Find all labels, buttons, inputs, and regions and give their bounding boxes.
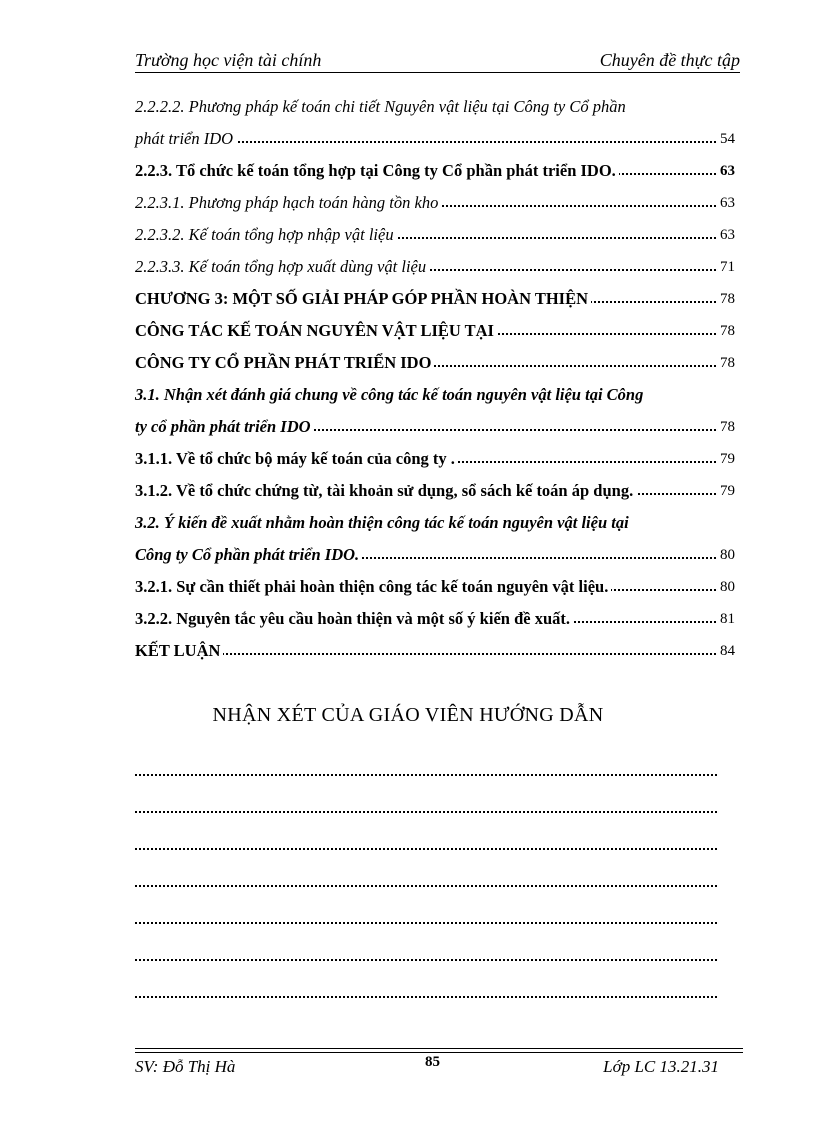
toc-page-number: 78 (718, 288, 735, 310)
review-section-title: NHẬN XÉT CỦA GIÁO VIÊN HƯỚNG DẪN (212, 704, 604, 726)
page-footer (135, 1048, 743, 1078)
toc-entry (135, 568, 735, 598)
toc-entry (135, 472, 735, 502)
toc-entry-text: 2.2.3.2. Kế toán tổng hợp nhập vật liệu (135, 224, 397, 246)
blank-comment-line (135, 994, 717, 998)
toc-entry-text: 3.1.1. Về tổ chức bộ máy kế toán của công ty . (135, 448, 458, 470)
toc-entry-text: 3.2.1. Sự cần thiết phải hoàn thiện công tác kế toán nguyên vật liệu. (135, 576, 611, 598)
toc-entry-text: 2.2.2.2. Phương pháp kế toán chi tiết Nguyên vật liệu tại Công ty Cổ phần (135, 97, 626, 116)
toc-entry-text: KẾT LUẬN (135, 640, 223, 662)
toc-page-number: 54 (718, 128, 735, 150)
footer-rule (135, 1048, 743, 1049)
toc-entry-text: Công ty Cổ phần phát triển IDO. (135, 544, 362, 566)
toc-entry-text: 3.2.2. Nguyên tắc yêu cầu hoàn thiện và một số ý kiến đề xuất. (135, 608, 573, 630)
footer-student: SV: Đỗ Thị Hà (135, 1057, 236, 1076)
toc-entry (135, 280, 735, 310)
blank-comment-line (135, 957, 717, 961)
footer-page-number: 85 (425, 1054, 440, 1070)
toc-entry (135, 248, 735, 278)
toc-entry (135, 88, 735, 118)
toc-entry (135, 504, 735, 534)
toc-entry-text: CHƯƠNG 3: MỘT SỐ GIẢI PHÁP GÓP PHẦN HOÀN THIỆN (135, 288, 591, 310)
toc-entry-text: 3.1.2. Về tổ chức chứng từ, tài khoản sử dụng, sổ sách kế toán áp dụng. (135, 480, 636, 502)
toc-page-number: 80 (718, 576, 735, 598)
toc-entry-text: phát triển IDO (135, 128, 236, 150)
toc-entry (135, 120, 735, 150)
toc-page-number: 81 (718, 608, 735, 630)
footer-class: Lớp LC 13.21.31 (603, 1057, 719, 1076)
header-rule (135, 72, 740, 73)
blank-comment-line (135, 883, 717, 887)
toc-page-number: 84 (718, 640, 735, 662)
page-header (135, 48, 740, 74)
toc-entry (135, 344, 735, 374)
toc-page-number: 71 (718, 256, 735, 278)
toc-page-number: 78 (718, 416, 735, 438)
toc-page-number: 63 (718, 224, 735, 246)
toc-page-number: 63 (718, 160, 735, 182)
dot-leader (135, 653, 735, 655)
toc-entry (135, 440, 735, 470)
toc-entry-text: 2.2.3.3. Kế toán tổng hợp xuất dùng vật liệu (135, 256, 429, 278)
header-school: Trường học viện tài chính (135, 50, 322, 70)
blank-comment-line (135, 920, 717, 924)
toc-entry-text: CÔNG TÁC KẾ TOÁN NGUYÊN VẬT LIỆU TẠI (135, 320, 497, 342)
toc-entry (135, 408, 735, 438)
toc-entry (135, 376, 735, 406)
toc-page-number: 80 (718, 544, 735, 566)
toc-entry-text: 2.2.3. Tổ chức kế toán tổng hợp tại Công ty Cổ phần phát triển IDO. (135, 160, 619, 182)
toc-entry-text: CÔNG TY CỔ PHẦN PHÁT TRIỂN IDO (135, 352, 434, 374)
toc-page-number: 78 (718, 352, 735, 374)
header-report-type: Chuyên đề thực tập (599, 50, 740, 70)
toc-entry-text: 3.2. Ý kiến đề xuất nhằm hoàn thiện công tác kế toán nguyên vật liệu tại (135, 513, 629, 532)
toc-entry-text: 2.2.3.1. Phương pháp hạch toán hàng tồn kho (135, 192, 441, 214)
toc-page-number: 78 (718, 320, 735, 342)
toc-page-number: 63 (718, 192, 735, 214)
toc-entry-text: ty cổ phần phát triển IDO (135, 416, 314, 438)
toc-entry (135, 312, 735, 342)
toc-page-number: 79 (718, 448, 735, 470)
blank-comment-line (135, 772, 717, 776)
toc-entry (135, 536, 735, 566)
blank-comment-line (135, 846, 717, 850)
toc-entry (135, 632, 735, 662)
toc-entry (135, 600, 735, 630)
toc-entry (135, 184, 735, 214)
toc-entry (135, 216, 735, 246)
toc-entry (135, 152, 735, 182)
blank-comment-line (135, 809, 717, 813)
toc-entry-text: 3.1. Nhận xét đánh giá chung về công tác kế toán nguyên vật liệu tại Công (135, 385, 644, 404)
toc-page-number: 79 (718, 480, 735, 502)
